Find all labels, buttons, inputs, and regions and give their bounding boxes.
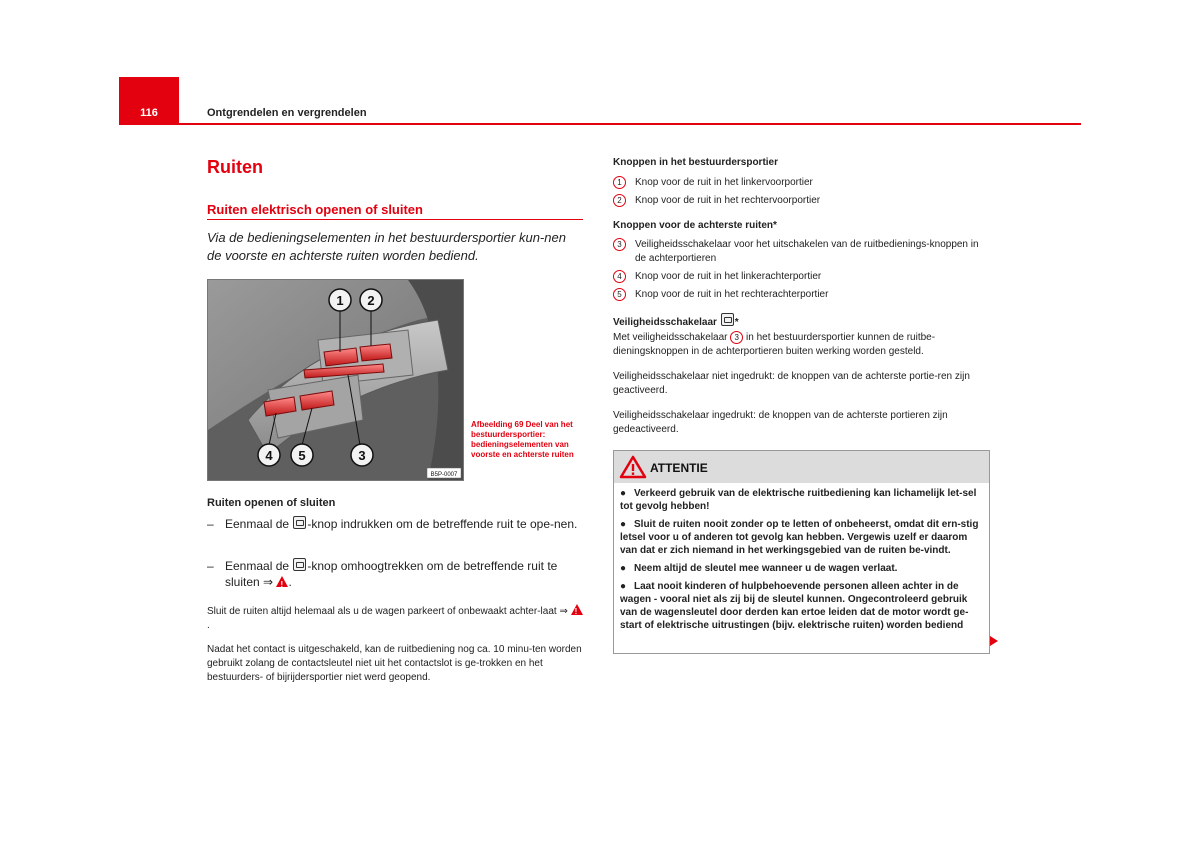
open-close-title: Ruiten openen of sluiten xyxy=(207,497,336,509)
figure-code: B5P-0007 xyxy=(430,472,458,478)
bullet: ● xyxy=(620,519,627,530)
callout-number: 4 xyxy=(613,270,626,283)
warning-triangle-icon xyxy=(276,576,288,587)
driver-item-1: 1 Knop voor de ruit in het linkervoorportier xyxy=(613,176,983,190)
callout-number: 3 xyxy=(730,331,743,344)
driver-buttons-heading: Knoppen in het bestuurdersportier xyxy=(613,157,779,168)
callout-5-label: 5 xyxy=(298,448,306,463)
bullet: ● xyxy=(620,563,627,574)
safety-paragraph-1: Met veiligheidsschakelaar 3 in het bestuurdersportier kunnen de ruitbe-dieningsknoppen in de achterportieren buiten werking worden gesteld. xyxy=(613,332,936,357)
attention-list xyxy=(620,487,986,637)
callout-number: 2 xyxy=(613,194,626,207)
callout-number: 1 xyxy=(613,176,626,189)
callout-2-label: 2 xyxy=(367,293,375,308)
ignition-paragraph: Nadat het contact is uitgeschakeld, kan de ruitbediening nog ca. 10 minu-ten worden gebruikt zolang de contactsleutel niet uit het contactslot is ge-trokken en het bestuurders- of bijrijdersportier niet werd geopend. xyxy=(207,644,582,683)
window-switch-icon xyxy=(293,516,306,529)
attention-item: ● Verkeerd gebruik van de elektrische ruitbediening kan lichamelijk let-sel tot gevolg hebben! xyxy=(620,488,977,512)
attention-item: ● Neem altijd de sleutel mee wanneer u de wagen verlaat. xyxy=(620,563,898,574)
door-controls-figure xyxy=(207,279,464,481)
attention-item: ● Sluit de ruiten nooit zonder op te letten of onbeheerst, omdat dit ern-stig letsel voor u of anderen tot gevolg kan hebben. Vergewis uzelf er daarom van dat er zich niemand in het werkingsgebied van de ruiten be-vindt. xyxy=(620,519,979,556)
callout-number: 5 xyxy=(613,288,626,301)
park-paragraph: Sluit de ruiten altijd helemaal als u de wagen parkeert of onbewaakt achter-laat ⇒ !. xyxy=(207,604,583,633)
window-switch-icon xyxy=(293,558,306,571)
attention-box xyxy=(613,450,990,654)
callout-3 xyxy=(351,444,373,466)
safety-switch-heading: Veiligheidsschakelaar * xyxy=(613,313,739,328)
callout-4-label: 4 xyxy=(265,448,273,463)
rear-item-3: 3 Veiligheidsschakelaar voor het uitschakelen van de ruitbedienings-knoppen in de achterportieren xyxy=(613,238,983,266)
step-close: – Eenmaal de -knop omhoogtrekken om de betreffende ruit te sluiten ⇒ ! . xyxy=(207,558,583,590)
callout-1-label: 1 xyxy=(336,293,344,308)
subsection-rule xyxy=(207,219,583,220)
section-title: Ruiten xyxy=(207,157,263,177)
page-number: 116 xyxy=(140,107,158,119)
callout-5 xyxy=(291,444,313,466)
bullet: ● xyxy=(620,488,627,499)
attention-item: ● Laat nooit kinderen of hulpbehoevende personen alleen achter in de wagen - vooral niet als zij bij de sleutel kunnen. Ongecontroleerd gebruik van de wagensleutel door derden kan ertoe leiden dat de motor wordt ge-start of elektrische uitrustingen (bijv. elektrische ruiten) worden bediend xyxy=(620,581,969,631)
step-open: – Eenmaal de -knop indrukken om de betreffende ruit te ope-nen. xyxy=(207,517,578,531)
rear-buttons-heading: Knoppen voor de achterste ruiten* xyxy=(613,220,777,231)
safety-switch-icon xyxy=(721,313,734,326)
attention-title: ATTENTIE xyxy=(650,461,708,475)
callout-2 xyxy=(360,289,382,311)
callout-1 xyxy=(329,289,351,311)
callout-number: 3 xyxy=(613,238,626,251)
driver-item-2: 2 Knop voor de ruit in het rechtervoorportier xyxy=(613,194,983,208)
header-rule xyxy=(119,123,1081,125)
front-right-window-button xyxy=(360,344,392,361)
warning-triangle-icon xyxy=(571,604,583,615)
dash: – xyxy=(207,517,214,531)
safety-paragraph-2: Veiligheidsschakelaar niet ingedrukt: de knoppen van de achterste portie-ren zijn geactiveerd. xyxy=(613,371,970,396)
callout-3-label: 3 xyxy=(358,448,366,463)
rear-item-4: 4 Knop voor de ruit in het linkerachterportier xyxy=(613,270,983,284)
door-controls-illustration xyxy=(208,280,463,480)
subsection-title: Ruiten elektrisch openen of sluiten xyxy=(207,202,423,217)
bullet: ● xyxy=(620,581,627,592)
callout-4 xyxy=(258,444,280,466)
warning-triangle-icon xyxy=(619,455,647,479)
figure-caption: Afbeelding 69 Deel van het bestuurdersportier: bedieningselementen van voorste en achterste ruiten xyxy=(471,420,574,459)
attention-header xyxy=(614,451,989,483)
intro-text: Via de bedieningselementen in het bestuurdersportier kun-nen de voorste en achterste ruiten worden bediend. xyxy=(207,230,566,263)
dash: – xyxy=(207,559,214,573)
rear-item-5: 5 Knop voor de ruit in het rechterachterportier xyxy=(613,288,983,302)
safety-paragraph-3: Veiligheidsschakelaar ingedrukt: de knoppen van de achterste portieren zijn gedeactiveerd. xyxy=(613,410,948,435)
continue-arrow-icon xyxy=(990,636,998,646)
running-title: Ontgrendelen en vergrendelen xyxy=(207,107,367,119)
